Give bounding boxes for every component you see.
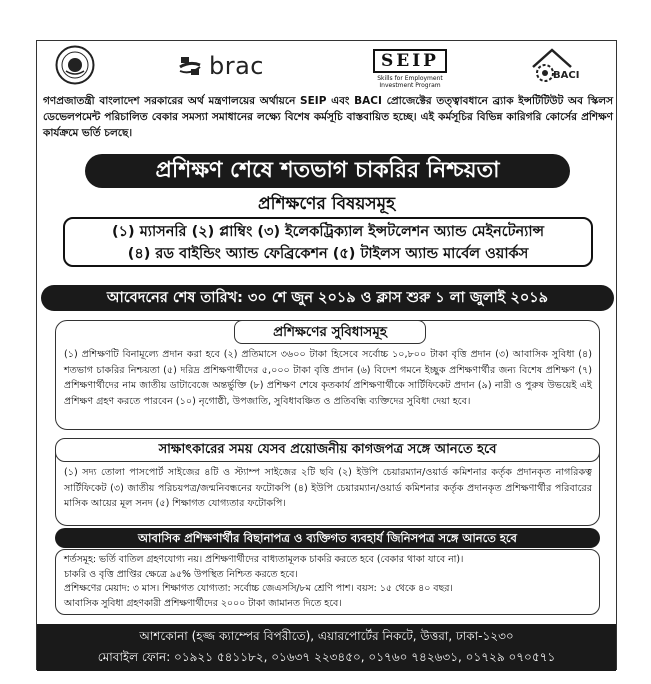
brac-logo [177,51,264,81]
footer-address: আশকোনা (হজ্জ ক্যাম্পের বিপরীতে), এয়ারপোর্টের নিকটে, উত্তরা, ঢাকা-১২৩০ [139,629,514,643]
facilities-title: প্রশিক্ষণের সুবিধাসমূহ [234,320,426,344]
seip-subtitle: Skills for Employment Investment Program [377,75,443,89]
subjects-line-1: (১) ম্যাসনরি (২) প্লাম্বিং (৩) ইলেকট্রিক্যাল ইন্সটলেশন অ্যান্ড মেইনটেন্যান্স [112,224,544,240]
footer-phones: মোবাইল ফোন: ০১৯২১ ৫৪১১৮২, ০১৬৩৭ ২২৩৪৫০, ০১৭৬০ ৭৪২৬৩১, ০১৭২৯ ০৭০৫৭১ [97,650,556,664]
brac-mark-icon [177,53,203,79]
terms-box [55,549,600,615]
terms-text [64,553,592,612]
seip-wordmark: SEIP [373,49,447,73]
facilities-box [55,320,600,430]
documents-title: সাক্ষাৎকারের সময় যেসব প্রয়োজনীয় কাগজপত্র সঙ্গে আনতে হবে [55,438,600,462]
documents-text: (১) সদ্য তোলা পাসপোর্ট সাইজের ৪টি ও স্ট্যাম্প সাইজের ২টি ছবি (২) ইউপি চেয়ারম্যান/ওয়ার্ড কমিশনার কর্তৃক প্রদানকৃত নাগরিকত্ব সার্টিফিকেট (৩) জাতীয় পরিচয়পত্র/জন্মনিবন্ধনের ফটোকপি (৪) ইউপি চেয়ারম্যান/ওয়ার্ড কমিশনার কর্তৃক প্রদানকৃত প্রশিক্ষণার্থীর পরিবারের মাসিক আয়ের মূল সনদ (৫) শিক্ষাগত যোগ্যতার ফটোকপি। [64,467,592,509]
facilities-text: (১) প্রশিক্ষণটি বিনামূল্যে প্রদান করা হবে (২) প্রতিমাসে ৩৬০০ টাকা হিসেবে সর্বোচ্চ ১০,৮০০ টাকা বৃত্তি প্রদান (৩) আবাসিক সুবিধা (৪) শতভাগ চাকরির নিশ্চয়তা (৫) দরিদ্র প্রশিক্ষণার্থীদের ৫,০০০ টাকা বৃত্তি প্রদান (৬) বিদেশ গমনে ইচ্ছুক প্রশিক্ষণার্থীর জন্য বিশেষ প্রশিক্ষণ (৭) প্রশিক্ষণার্থীদের নাম জাতীয় ডাটাবেজে অন্তর্ভুক্তি (৮) প্রশিক্ষণ শেষে কৃতকার্য প্রশিক্ষণার্থীকে সার্টিফিকেট প্রদান (৯) নারী ও পুরুষ উভয়েই এই প্রশিক্ষণ গ্রহণ করতে পারবেন (১০) নৃগোষ্ঠী, উপজাতি, সুবিধাবঞ্চিত ও প্রতিবন্ধি ব্যক্তিদের সুবিধা দেয়া হবে। [64,349,592,407]
baci-wordmark: BACI [553,70,580,81]
bedding-banner: আবাসিক প্রশিক্ষণার্থীর বিছানাপত্র ও ব্যক্তিগত ব্যবহার্য জিনিসপত্র সঙ্গে আনতে হবে [55,528,600,548]
baci-logo [529,45,580,89]
subjects-line-2: (৪) রড বাইন্ডিং অ্যান্ড ফেব্রিকেশন (৫) টাইলস অ্যান্ড মার্বেল ওয়ার্কস [127,246,529,262]
contact-footer [37,624,616,671]
subjects-box [63,217,593,267]
terms-line-2: চাকরি ও বৃত্তি প্রাপ্তির ক্ষেত্রে ৯৫% উপস্থিত নিশ্চিত করতে হবে। [64,568,298,580]
bangladesh-govt-seal-icon [55,45,95,85]
terms-line-1: শর্তসমূহ: ভর্তি বাতিল গ্রহণযোগ্য নয়। প্রশিক্ষণার্থীদের বাধ্যতামূলক চাকরি করতে হবে (বেকার থাকা যাবে না)। [64,554,464,565]
subjects-title: প্রশিক্ষণের বিষয়সমূহ [257,194,396,214]
logo-bar [37,41,616,91]
seip-logo [360,49,460,89]
brac-wordmark: brac [209,52,265,80]
intro-paragraph: গণপ্রজাতন্ত্রী বাংলাদেশ সরকারের অর্থ মন্ত্রণালয়ের অর্থায়নে SEIP এবং BACI প্রোজেক্টের তত্ত্বাবধানে ব্র্যাক ইন্সটিটিউট অব স্কিলস ডেভেলপমেন্ট পরিচালিত বেকার সমস্যা সমাধানের লক্ষ্যে বিশেষ কর্মসূচি বাস্তবায়িত হচ্ছে। এই কর্মসূচির বিভিন্ন কারিগরি কোর্সের প্রশিক্ষণ কার্যক্রমে ভর্তি চলছে। [43,95,613,139]
headline-banner: প্রশিক্ষণ শেষে শতভাগ চাকরির নিশ্চয়তা [85,154,570,188]
deadline-banner: আবেদনের শেষ তারিখ: ৩০ শে জুন ২০১৯ ও ক্লাস শুরু ১ লা জুলাই ২০১৯ [41,285,614,311]
terms-line-4: আবাসিক সুবিধা গ্রহণকারী প্রশিক্ষণার্থীদের ২০০০ টাকা জামানত দিতে হবে। [64,598,342,610]
terms-line-3: প্রশিক্ষণের মেয়াদ: ৩ মাস। শিক্ষাগত যোগ্যতা: সর্বোচ্চ জেএসসি/৮ম শ্রেণি পাশ। বয়স: ১৫ থেকে ৪০ বছর। [64,583,453,595]
advertisement [36,40,617,670]
documents-box [55,438,600,526]
